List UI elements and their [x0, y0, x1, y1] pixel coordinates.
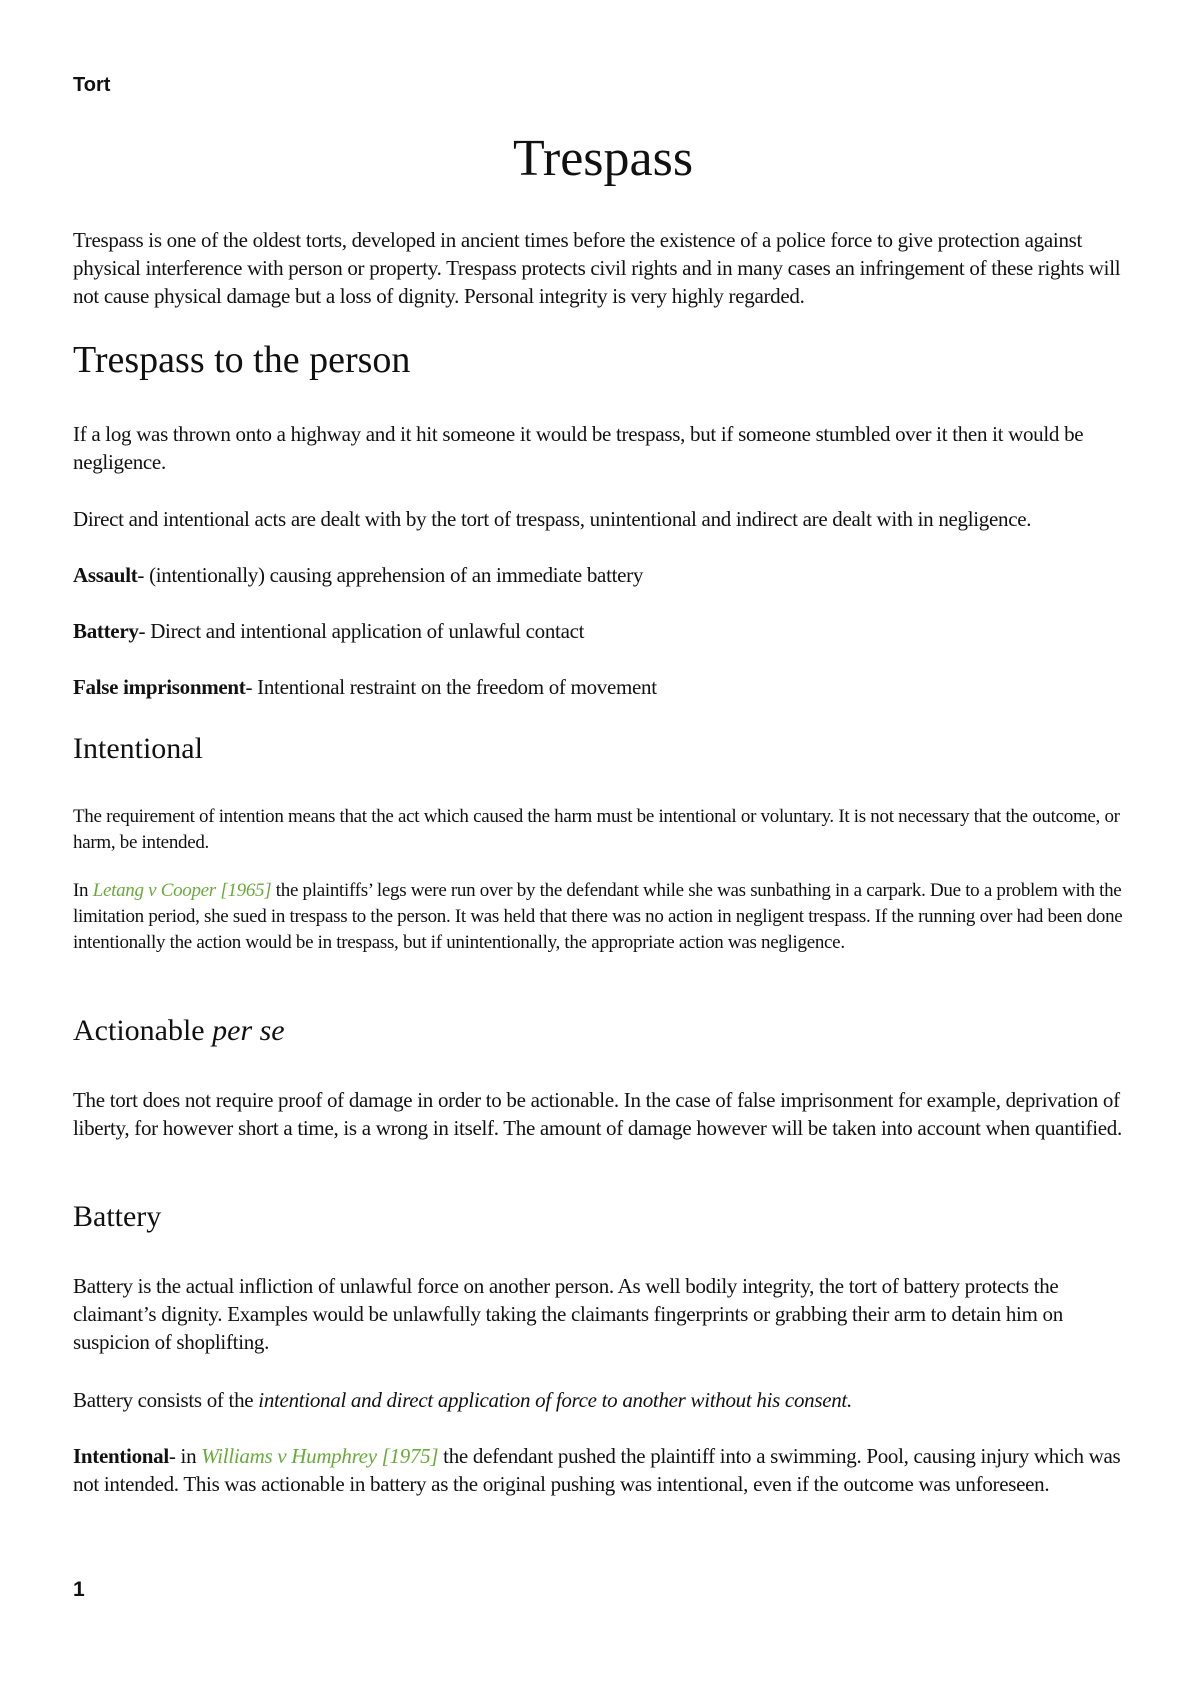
text-run: Battery consists of the: [73, 1388, 259, 1412]
definition-term: Intentional: [73, 1444, 169, 1468]
section-heading-trespass-person: Trespass to the person: [73, 339, 411, 381]
perse-p1-block: [73, 1086, 1133, 1142]
definition-term: False imprisonment: [73, 675, 246, 699]
heading-text: Actionable: [73, 1014, 213, 1047]
section-heading-intentional: Intentional: [73, 732, 203, 765]
battery-p1-block: [73, 1272, 1133, 1356]
text-run: the defendant pushed the plaintiff into a swimming. Pool, causing injury which was not intended. This was actionable in battery as the original pushing was intentional, even if the outcome was unforeseen.: [73, 1444, 1121, 1496]
battery-p2-block: [73, 1386, 1133, 1414]
section-intentional-heading-block: [73, 732, 1133, 765]
page-title: Trespass: [512, 130, 694, 187]
case-citation-williams: Williams v Humphrey [1975]: [201, 1444, 439, 1468]
intentional-p1-block: [73, 804, 1133, 856]
perse-paragraph-1: The tort does not require proof of damage in order to be actionable. In the case of false imprisonment for example, deprivation of liberty, for however short a time, is a wrong in itself. The amount of damage however will be taken into account when quantified.: [73, 1088, 1122, 1140]
definition-text: - Direct and intentional application of unlawful contact: [138, 619, 585, 643]
battery-paragraph-3: [73, 1442, 1133, 1498]
text-run: the plaintiffs’ legs were run over by the defendant while she was sunbathing in a carpark. Due to a problem with the limitation period, she sued in trespass to the person. It was held that there was no action in negligent trespass. If the running over had been done intentionally the action would be in trespass, but if unintentionally, the appropriate action was negligence.: [73, 880, 1123, 953]
battery-p3-block: [73, 1442, 1133, 1498]
italic-definition: intentional and direct application of force to another without his consent.: [258, 1388, 852, 1412]
running-header: Tort: [73, 74, 111, 96]
person-paragraph-2: Direct and intentional acts are dealt with by the tort of trespass, unintentional and indirect are dealt with in negligence.: [73, 507, 1032, 531]
definition-term: Assault: [73, 563, 138, 587]
intentional-paragraph-1: The requirement of intention means that the act which caused the harm must be intentional or voluntary. It is not necessary that the outcome, or harm, be intended.: [73, 806, 1120, 853]
definition-text: - (intentionally) causing apprehension of an immediate battery: [137, 563, 644, 587]
page-number: 1: [73, 1578, 85, 1601]
person-p2-block: [73, 505, 1133, 533]
definition-battery: [73, 617, 1133, 645]
person-p1-block: [73, 420, 1133, 476]
intro-paragraph: Trespass is one of the oldest torts, developed in ancient times before the existence of a police force to give protection against physical interference with person or property. Trespass protects civil rights and in many cases an infringement of these rights will not cause physical damage but a loss of dignity. Personal integrity is very highly regarded.: [73, 228, 1121, 308]
definition-false-imprisonment: [73, 673, 1133, 701]
section-battery-heading-block: [73, 1200, 1133, 1233]
definition-text: - Intentional restraint on the freedom of movement: [245, 675, 657, 699]
intentional-p2-block: [73, 878, 1133, 956]
battery-paragraph-1: Battery is the actual infliction of unlawful force on another person. As well bodily integrity, the tort of battery protects the claimant’s dignity. Examples would be unlawfully taking the claimants fingerprints or grabbing their arm to detain him on suspicion of shoplifting.: [73, 1274, 1063, 1354]
text-run: In: [73, 880, 93, 901]
document-page: [73, 0, 1133, 1698]
text-run: - in: [168, 1444, 202, 1468]
battery-paragraph-2: [73, 1386, 1133, 1414]
heading-italic: per se: [212, 1014, 285, 1047]
definition-term: Battery: [73, 619, 139, 643]
definition-assault: [73, 561, 1133, 589]
intentional-paragraph-2: [73, 878, 1133, 956]
intro-block: [73, 226, 1133, 310]
section-person-heading-block: [73, 340, 1133, 382]
section-heading-battery: Battery: [73, 1200, 162, 1233]
section-heading-actionable-per-se: [73, 1014, 1133, 1047]
person-paragraph-1: If a log was thrown onto a highway and it hit someone it would be trespass, but if someone stumbled over it then it would be negligence.: [73, 422, 1084, 474]
section-perse-heading-block: [73, 1014, 1133, 1047]
case-citation-letang: Letang v Cooper [1965]: [92, 880, 272, 901]
